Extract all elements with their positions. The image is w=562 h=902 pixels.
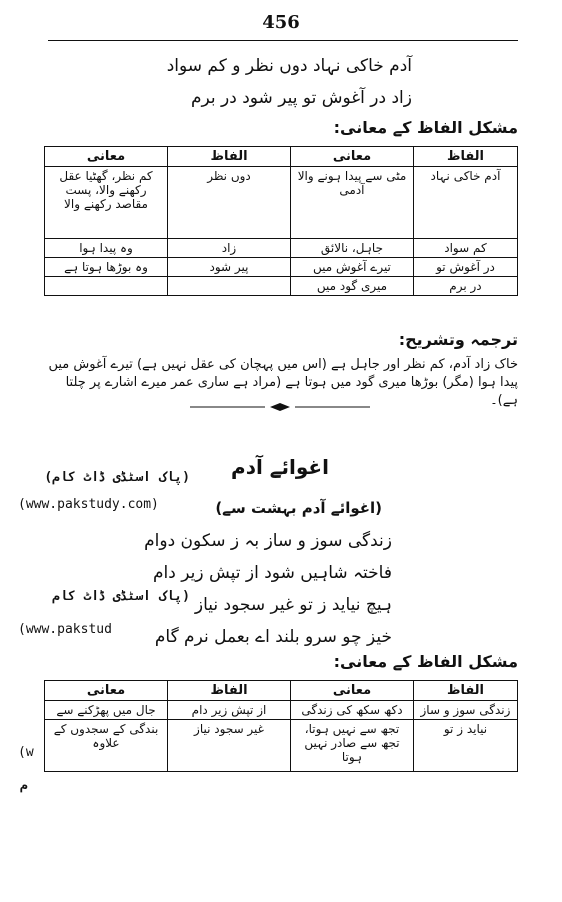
verse-line: زندگی سوز و ساز بہ ز سکون دوام [144, 531, 392, 551]
divider-ornament [190, 402, 370, 412]
glossary-table [44, 680, 518, 772]
table-cell: زندگی سوز و ساز [413, 701, 517, 720]
watermark-fragment: م [20, 778, 28, 793]
table-cell: وہ پیدا ہوا [45, 239, 168, 258]
table-row [45, 258, 518, 277]
table-cell: بندگی کے سجدوں کے علاوہ [45, 720, 168, 772]
table-cell: تجھ سے نہیں ہوتا، تجھ سے صادر نہیں ہوتا [290, 720, 413, 772]
table-cell: از تپش زیر دام [168, 701, 291, 720]
table-cell: نیاید ز تو [413, 720, 517, 772]
table-cell: آدم خاکی نہاد [413, 167, 517, 239]
verse-line: خیز چو سرو بلند اے بعمل نرم گام [154, 627, 392, 647]
watermark-text: (پاک اسٹڈی ڈاٹ کام) [44, 470, 190, 485]
translation-heading: ترجمہ وتشریح: [398, 330, 518, 349]
table-cell: پیر شود [168, 258, 291, 277]
glossary-heading: مشکل الفاظ کے معانی: [333, 118, 518, 137]
table-cell: در برم [413, 277, 517, 296]
table-header-row [45, 147, 518, 167]
table-cell: دوں نظر [168, 167, 291, 239]
table-cell: در آغوش تو [413, 258, 517, 277]
table-cell [168, 277, 291, 296]
column-header: معانی [45, 681, 168, 701]
watermark-text: (پاک اسٹڈی ڈاٹ کام [52, 589, 190, 604]
column-header: معانی [290, 147, 413, 167]
glossary-heading: مشکل الفاظ کے معانی: [333, 652, 518, 671]
verse-line: ہیچ نیاید ز تو غیر سجود نیاز [194, 595, 392, 615]
table-row [45, 239, 518, 258]
glossary-table [44, 146, 518, 296]
table-cell: زاد [168, 239, 291, 258]
verse-line: فاختہ شاہیں شود از تپش زیر دام [153, 563, 392, 583]
column-header: الفاظ [413, 147, 517, 167]
page-number: 456 [262, 12, 300, 33]
watermark-fragment: (w [18, 745, 34, 760]
table-cell: میری گود میں [290, 277, 413, 296]
watermark-url: (www.pakstudy.com) [18, 497, 159, 512]
table-cell: جال میں پھڑکنے سے [45, 701, 168, 720]
table-cell: تیرے آغوش میں [290, 258, 413, 277]
poem-subtitle: (اغوائے آدم بہشت سے) [215, 499, 382, 517]
watermark-url: (www.pakstud [18, 622, 112, 637]
table-cell: مٹی سے پیدا ہونے والا آدمی [290, 167, 413, 239]
verse-line: آدم خاکی نہاد دوں نظر و کم سواد [166, 56, 412, 76]
table-header-row [45, 681, 518, 701]
table-row [45, 720, 518, 772]
table-cell: جاہل، نالائق [290, 239, 413, 258]
table-row [45, 167, 518, 239]
table-cell: کم سواد [413, 239, 517, 258]
column-header: الفاظ [413, 681, 517, 701]
table-cell: غیر سجود نیاز [168, 720, 291, 772]
translation-text: خاک زاد آدم، کم نظر اور جاہل ہے (اس میں پہچان کی عقل نہیں ہے) تیرے آغوش میں پیدا ہوا (مگر) بوڑھا میری گود میں ہوتا ہے (مراد ہے ساری عمر میرے اشارے پر چلتا ہے)۔ [48, 357, 518, 408]
table-cell [45, 277, 168, 296]
column-header: معانی [290, 681, 413, 701]
header-rule [48, 40, 518, 41]
table-cell: وہ بوڑھا ہوتا ہے [45, 258, 168, 277]
table-cell: دکھ سکھ کی زندگی [290, 701, 413, 720]
column-header: الفاظ [168, 147, 291, 167]
table-row [45, 701, 518, 720]
column-header: الفاظ [168, 681, 291, 701]
column-header: معانی [45, 147, 168, 167]
table-cell: کم نظر، گھٹیا عقل رکھنے والا، پست مقاصد رکھنے والا [45, 167, 168, 239]
poem-title: اغوائے آدم [231, 455, 329, 479]
verse-line: زاد در آغوش تو پیر شود در برم [190, 88, 412, 108]
table-row [45, 277, 518, 296]
